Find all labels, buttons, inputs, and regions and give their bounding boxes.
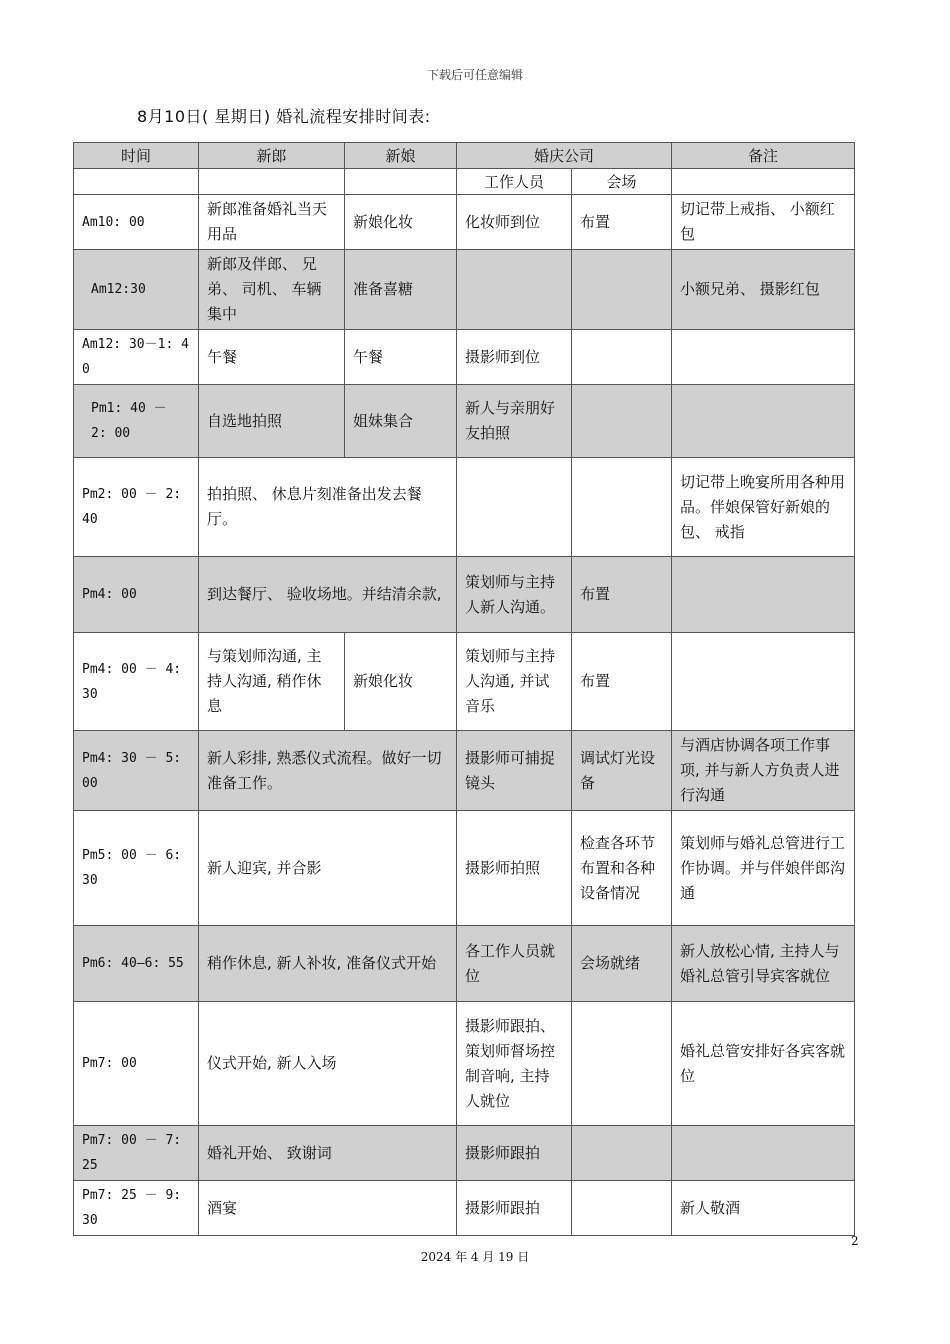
cell-groom-bride: 到达餐厅、 验收场地。并结清余款, bbox=[199, 557, 457, 633]
cell-staff: 摄影师跟拍 bbox=[457, 1126, 572, 1181]
subheader-empty bbox=[74, 169, 199, 195]
cell-staff: 策划师与主持人新人沟通。 bbox=[457, 557, 572, 633]
col-header-notes: 备注 bbox=[672, 143, 855, 169]
schedule-table bbox=[73, 142, 855, 1236]
cell-groom: 新郎准备婚礼当天用品 bbox=[199, 195, 345, 250]
cell-time: Pm4: 00 － 4: 30 bbox=[74, 633, 199, 731]
cell-staff: 摄影师跟拍 bbox=[457, 1181, 572, 1236]
col-header-venue: 会场 bbox=[572, 169, 672, 195]
cell-bride: 姐妹集合 bbox=[345, 385, 457, 458]
cell-venue: 布置 bbox=[572, 633, 672, 731]
cell-venue bbox=[572, 330, 672, 385]
cell-notes: 新人敬酒 bbox=[672, 1181, 855, 1236]
cell-groom: 自选地拍照 bbox=[199, 385, 345, 458]
cell-venue bbox=[572, 385, 672, 458]
cell-staff: 摄影师跟拍、 策划师督场控制音响, 主持人就位 bbox=[457, 1002, 572, 1126]
cell-time: Pm7: 00 － 7: 25 bbox=[74, 1126, 199, 1181]
cell-venue bbox=[572, 250, 672, 330]
cell-staff: 各工作人员就位 bbox=[457, 926, 572, 1002]
subheader-empty bbox=[345, 169, 457, 195]
col-header-bride: 新娘 bbox=[345, 143, 457, 169]
cell-groom-bride: 新人彩排, 熟悉仪式流程。做好一切准备工作。 bbox=[199, 731, 457, 811]
cell-time: Pm4: 30 － 5: 00 bbox=[74, 731, 199, 811]
col-header-company: 婚庆公司 bbox=[457, 143, 672, 169]
cell-notes: 切记带上晚宴所用各种用品。伴娘保管好新娘的包、 戒指 bbox=[672, 458, 855, 557]
cell-staff: 化妆师到位 bbox=[457, 195, 572, 250]
page-title: 8月10日( 星期日) 婚礼流程安排时间表: bbox=[137, 107, 431, 126]
cell-time: Am12:30 bbox=[74, 250, 199, 330]
cell-venue: 会场就绪 bbox=[572, 926, 672, 1002]
cell-bride: 新娘化妆 bbox=[345, 633, 457, 731]
cell-staff: 摄影师到位 bbox=[457, 330, 572, 385]
cell-notes: 婚礼总管安排好各宾客就位 bbox=[672, 1002, 855, 1126]
cell-time: Pm4: 00 bbox=[74, 557, 199, 633]
cell-staff: 摄影师拍照 bbox=[457, 811, 572, 926]
table-header-row bbox=[74, 143, 855, 169]
table-row bbox=[74, 557, 855, 633]
cell-bride: 午餐 bbox=[345, 330, 457, 385]
cell-staff: 摄影师可捕捉镜头 bbox=[457, 731, 572, 811]
cell-venue: 检查各环节布置和各种设备情况 bbox=[572, 811, 672, 926]
table-subheader-row bbox=[74, 169, 855, 195]
subheader-empty bbox=[672, 169, 855, 195]
cell-time: Pm7: 00 bbox=[74, 1002, 199, 1126]
cell-time: Pm5: 00 － 6: 30 bbox=[74, 811, 199, 926]
cell-time: Pm1: 40 － 2: 00 bbox=[74, 385, 199, 458]
cell-staff bbox=[457, 458, 572, 557]
col-header-time: 时间 bbox=[74, 143, 199, 169]
cell-bride: 准备喜糖 bbox=[345, 250, 457, 330]
cell-staff: 策划师与主持人沟通, 并试音乐 bbox=[457, 633, 572, 731]
page-number: 2 bbox=[851, 1234, 859, 1248]
footer-date: 2024 年 4 月 19 日 bbox=[420, 1250, 530, 1264]
table-row bbox=[74, 1181, 855, 1236]
col-header-groom: 新郎 bbox=[199, 143, 345, 169]
subheader-empty bbox=[199, 169, 345, 195]
table-row bbox=[74, 458, 855, 557]
cell-staff bbox=[457, 250, 572, 330]
cell-venue: 调试灯光设备 bbox=[572, 731, 672, 811]
cell-time: Pm6: 40—6: 55 bbox=[74, 926, 199, 1002]
cell-venue bbox=[572, 458, 672, 557]
table-row bbox=[74, 1126, 855, 1181]
cell-notes: 切记带上戒指、 小额红包 bbox=[672, 195, 855, 250]
cell-groom-bride: 仪式开始, 新人入场 bbox=[199, 1002, 457, 1126]
cell-time: Am10: 00 bbox=[74, 195, 199, 250]
header-note: 下载后可任意编辑 bbox=[426, 68, 523, 82]
cell-bride: 新娘化妆 bbox=[345, 195, 457, 250]
cell-venue: 布置 bbox=[572, 195, 672, 250]
cell-venue bbox=[572, 1002, 672, 1126]
cell-venue: 布置 bbox=[572, 557, 672, 633]
cell-time: Pm2: 00 － 2: 40 bbox=[74, 458, 199, 557]
table-row bbox=[74, 731, 855, 811]
cell-groom-bride: 新人迎宾, 并合影 bbox=[199, 811, 457, 926]
cell-groom-bride: 拍拍照、 休息片刻准备出发去餐厅。 bbox=[199, 458, 457, 557]
cell-notes bbox=[672, 557, 855, 633]
cell-groom: 与策划师沟通, 主持人沟通, 稍作休息 bbox=[199, 633, 345, 731]
cell-venue bbox=[572, 1181, 672, 1236]
cell-groom: 午餐 bbox=[199, 330, 345, 385]
cell-notes: 新人放松心情, 主持人与婚礼总管引导宾客就位 bbox=[672, 926, 855, 1002]
table-row bbox=[74, 811, 855, 926]
cell-notes bbox=[672, 330, 855, 385]
table-row bbox=[74, 195, 855, 250]
cell-notes bbox=[672, 633, 855, 731]
cell-groom-bride: 酒宴 bbox=[199, 1181, 457, 1236]
cell-groom: 新郎及伴郎、 兄弟、 司机、 车辆集中 bbox=[199, 250, 345, 330]
cell-time: Pm7: 25 － 9: 30 bbox=[74, 1181, 199, 1236]
table-row bbox=[74, 926, 855, 1002]
cell-venue bbox=[572, 1126, 672, 1181]
cell-staff: 新人与亲朋好友拍照 bbox=[457, 385, 572, 458]
cell-notes: 策划师与婚礼总管进行工作协调。并与伴娘伴郎沟通 bbox=[672, 811, 855, 926]
cell-groom-bride: 稍作休息, 新人补妆, 准备仪式开始 bbox=[199, 926, 457, 1002]
table-row bbox=[74, 633, 855, 731]
cell-notes: 与酒店协调各项工作事项, 并与新人方负责人进行沟通 bbox=[672, 731, 855, 811]
table-row bbox=[74, 1002, 855, 1126]
table-row bbox=[74, 250, 855, 330]
cell-groom-bride: 婚礼开始、 致谢词 bbox=[199, 1126, 457, 1181]
cell-notes bbox=[672, 1126, 855, 1181]
table-row bbox=[74, 385, 855, 458]
table-row bbox=[74, 330, 855, 385]
cell-time: Am12: 30－1: 40 bbox=[74, 330, 199, 385]
cell-notes bbox=[672, 385, 855, 458]
col-header-staff: 工作人员 bbox=[457, 169, 572, 195]
cell-notes: 小额兄弟、 摄影红包 bbox=[672, 250, 855, 330]
